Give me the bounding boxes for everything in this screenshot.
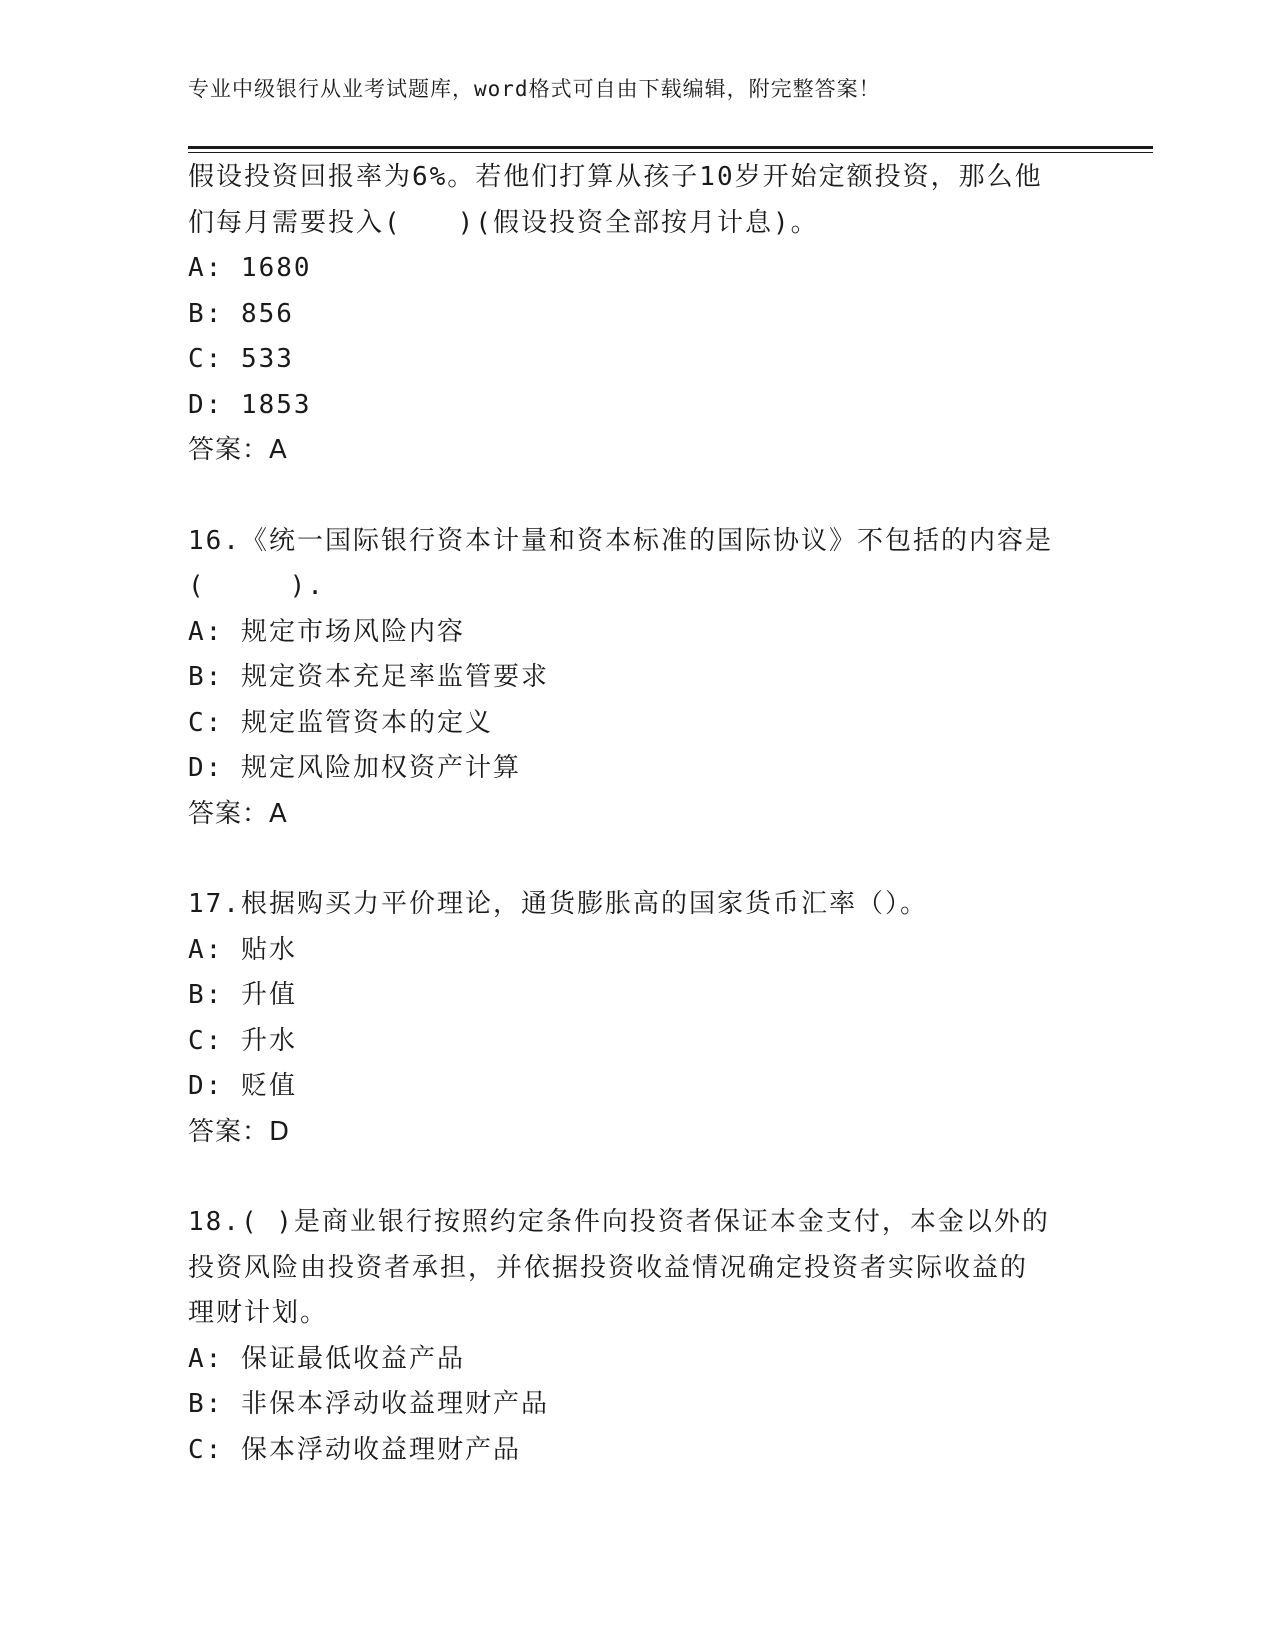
question-16 [188,519,1088,838]
question-stem-line: 们每月需要投入( )(假设投资全部按月计息)。 [188,207,819,238]
option-a: A: 贴水 [188,934,297,965]
option-a: A: 1680 [188,253,312,283]
option-a: A: 保证最低收益产品 [188,1343,465,1374]
question-stem-line: 16.《统一国际银行资本计量和资本标准的国际协议》不包括的内容是 [188,525,1053,556]
option-c: C: 升水 [188,1025,297,1056]
option-b: B: 规定资本充足率监管要求 [188,662,549,692]
question-spacer [188,837,1088,882]
question-stem-line: 假设投资回报率为6%。若他们打算从孩子10岁开始定额投资，那么他 [188,162,1043,192]
question-stem-line: 18.( )是商业银行按照约定条件向投资者保证本金支付，本金以外的 [188,1207,1050,1237]
question-spacer [188,474,1088,519]
option-b: B: 856 [188,298,294,329]
question-stem-line: 投资风险由投资者承担，并依据投资收益情况确定投资者实际收益的 [188,1252,1029,1283]
option-c: C: 规定监管资本的定义 [188,707,493,738]
answer-line: 答案：A [188,435,288,465]
question-stem-line: ( ). [188,571,325,601]
option-d: D: 规定风险加权资产计算 [188,753,521,783]
option-d: D: 1853 [188,389,312,420]
question-stem-line: 理财计划。 [188,1298,329,1328]
option-c: C: 533 [188,344,294,374]
question-stem-line: 17.根据购买力平价理论，通货膨胀高的国家货币汇率（）。 [188,889,928,919]
option-a: A: 规定市场风险内容 [188,616,465,647]
question-15 [188,155,1088,474]
question-18 [188,1200,1088,1473]
option-b: B: 非保本浮动收益理财产品 [188,1389,549,1419]
page-header: 专业中级银行从业考试题库，word格式可自由下载编辑，附完整答案！ [188,77,881,101]
header-rule-thin [188,152,1153,153]
question-spacer [188,1155,1088,1200]
question-17 [188,882,1088,1155]
option-b: B: 升值 [188,980,297,1010]
option-c: C: 保本浮动收益理财产品 [188,1434,521,1465]
answer-line: 答案：D [188,1116,291,1147]
answer-line: 答案：A [188,798,288,829]
header-rule-thick [188,146,1153,149]
option-d: D: 贬值 [188,1071,297,1101]
document-body [188,155,1088,1473]
